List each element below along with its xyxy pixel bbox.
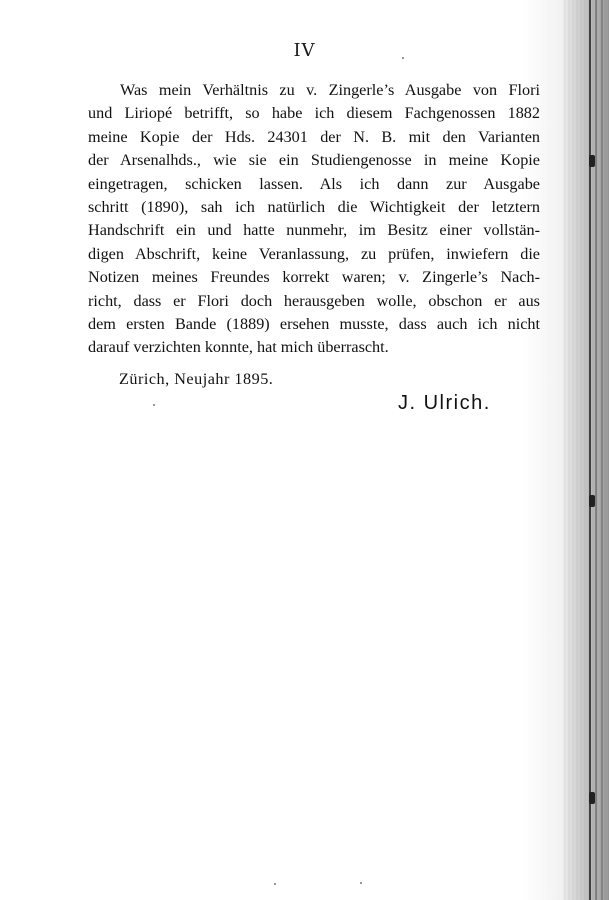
page-gutter-shadow — [563, 0, 609, 900]
paper-speck — [402, 57, 404, 59]
preface-paragraph — [88, 79, 540, 360]
paper-speck — [360, 882, 362, 884]
paragraph-line: meine Kopie der Hds. 24301 der N. B. mit den Varianten — [88, 127, 540, 146]
paragraph-line: Handschrift ein und hatte nunmehr, im Besitz einer vollstän- — [88, 221, 540, 240]
paragraph-line: darauf verzichten konnte, hat mich überrascht. — [88, 338, 389, 357]
place-date-line: Zürich, Neujahr 1895. — [119, 370, 274, 388]
gutter-edge-line — [595, 0, 597, 900]
binding-mark — [589, 792, 595, 804]
page-number: IV — [293, 40, 316, 61]
paragraph-line: dem ersten Bande (1889) ersehen musste, dass auch ich nicht — [88, 314, 540, 333]
paragraph-line: richt, dass er Flori doch herausgeben wolle, obschon er aus — [88, 291, 540, 310]
paragraph-line: und Liriopé betrifft, so habe ich diesem Fachgenossen 1882 — [88, 104, 540, 123]
paragraph-line: eingetragen, schicken lassen. Als ich dann zur Ausgabe — [88, 174, 540, 193]
author-signature: J. Ulrich. — [398, 392, 491, 414]
paragraph-line: Notizen meines Freundes korrekt waren; v. Zingerle’s Nach- — [88, 268, 540, 287]
gutter-edge-line — [601, 0, 603, 900]
gutter-edge-line — [589, 0, 591, 900]
paragraph-line: digen Abschrift, keine Veranlassung, zu prüfen, inwiefern die — [88, 244, 540, 263]
paper-speck — [153, 404, 155, 406]
paragraph-line: Was mein Verhältnis zu v. Zingerle’s Ausgabe von Flori — [120, 81, 540, 99]
paragraph-line: schritt (1890), sah ich natürlich die Wichtigkeit der letztern — [88, 197, 540, 216]
binding-mark — [589, 155, 595, 167]
paragraph-line: der Arsenalhds., wie sie ein Studiengenosse in meine Kopie — [88, 151, 540, 170]
paper-speck — [274, 883, 276, 885]
binding-mark — [589, 495, 595, 507]
